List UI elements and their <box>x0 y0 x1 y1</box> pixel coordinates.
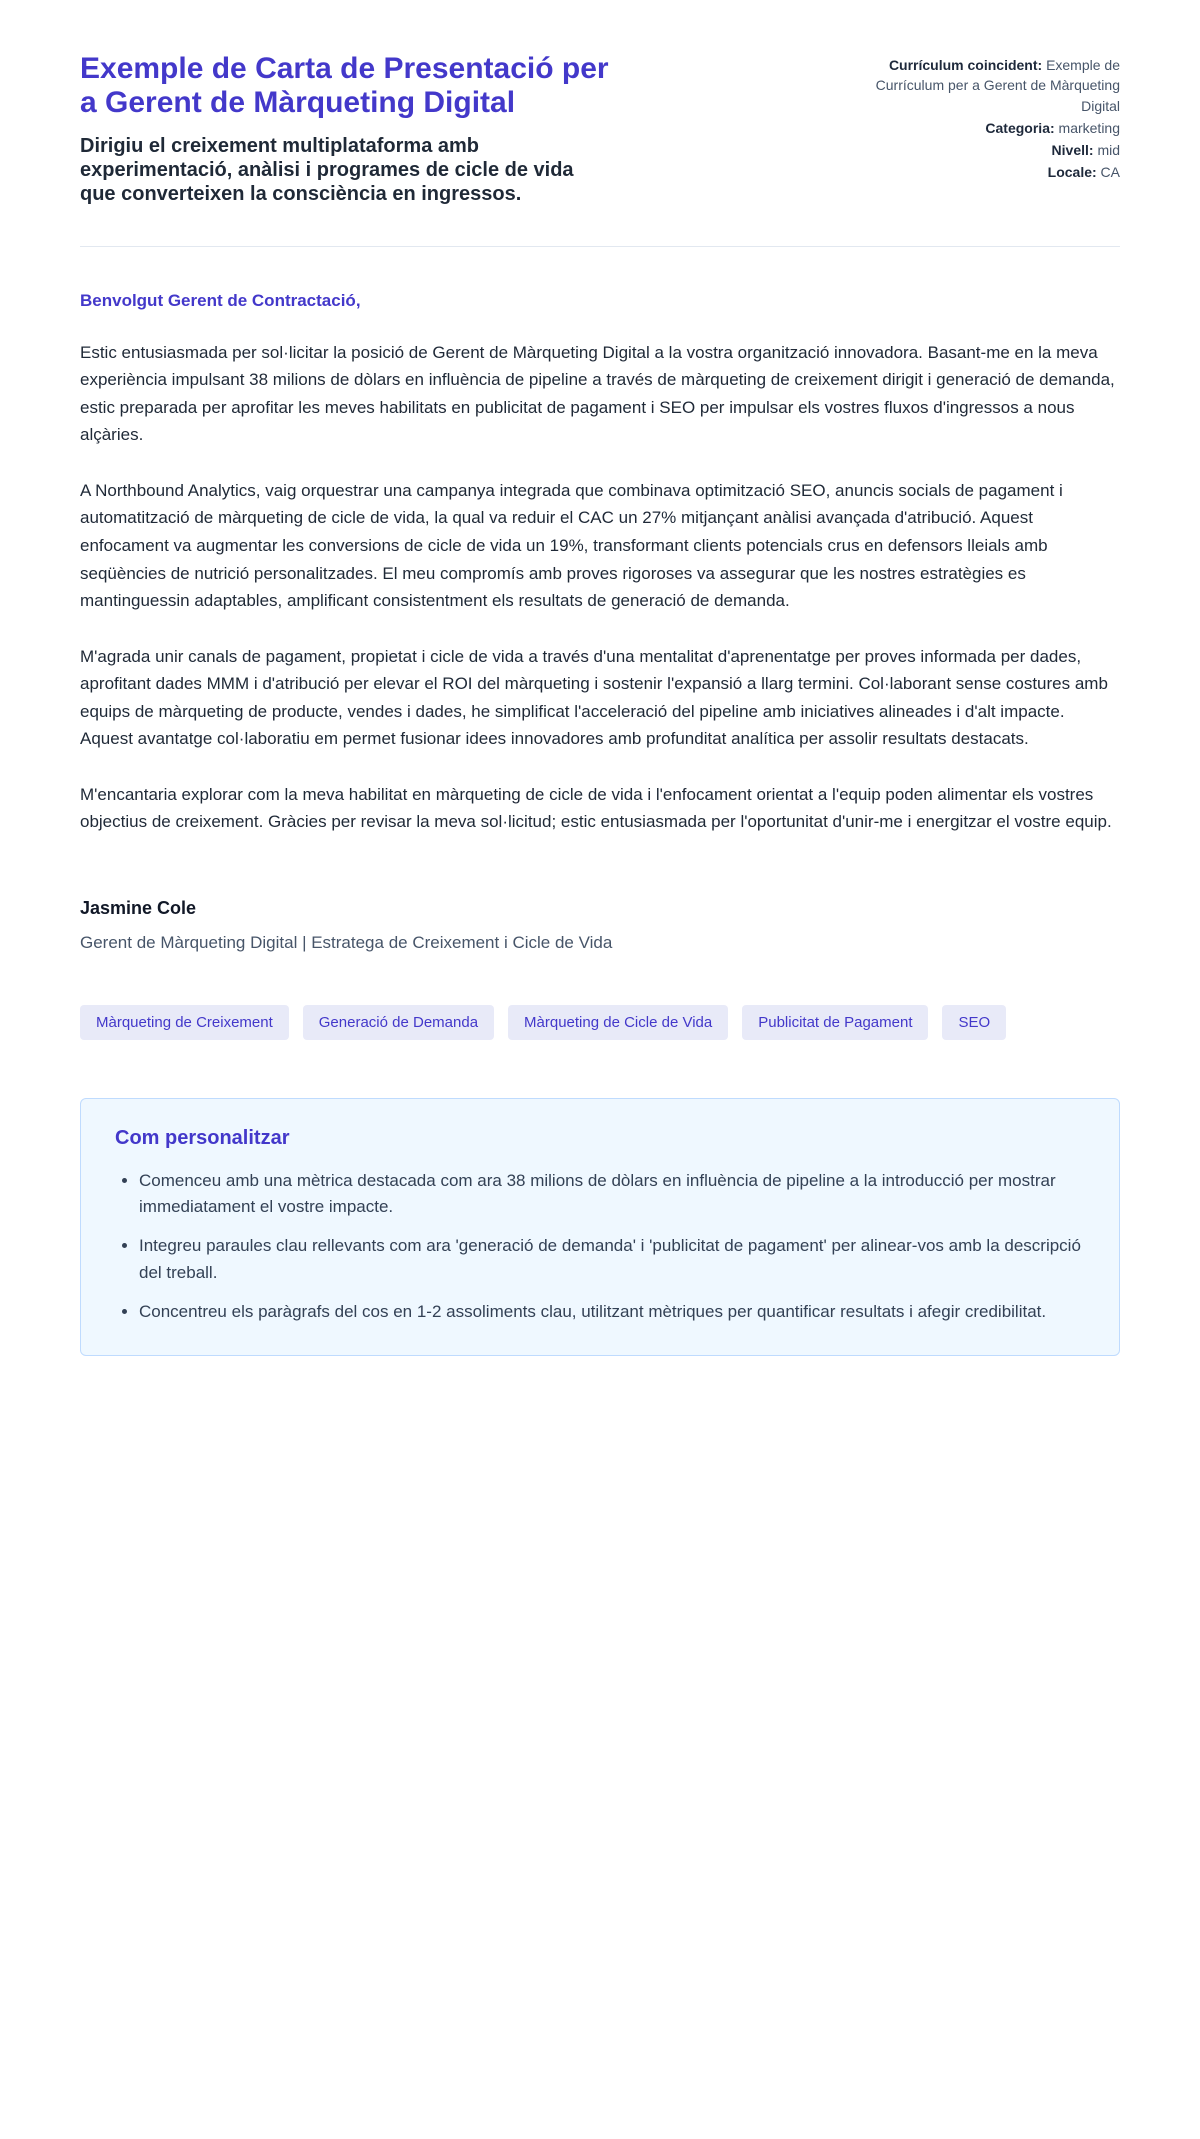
letter-paragraph-3: M'agrada unir canals de pagament, propietat i cicle de vida a través d'una mentalitat d'aprenentatge per proves informada per dades, aprofitant dades MMM i d'atribució per elevar el ROI del màrqueting i sostenir l'expansió a llarg termini. Col·laborant sense costures amb equips de màrqueting de producte, vendes i dades, he simplificat l'acceleració del pipeline amb iniciatives alineades i d'alt impacte. Aquest avantatge col·laboratiu em permet fusionar idees innovadores amb profunditat analítica per assolir resultats destacats. <box>80 646 1108 749</box>
locale-label: Locale: <box>1047 164 1097 181</box>
category-label: Categoria: <box>985 119 1055 136</box>
tag-chip[interactable]: Màrqueting de Creixement <box>80 1005 289 1040</box>
tag-chip[interactable]: Generació de Demanda <box>303 1005 494 1040</box>
locale-row <box>840 162 1120 182</box>
level-value: mid <box>1097 142 1120 159</box>
tag-chip[interactable]: SEO <box>942 1005 1006 1040</box>
greeting: Benvolgut Gerent de Contractació, <box>80 290 361 310</box>
letter-body <box>80 291 1120 953</box>
signature-name: Jasmine Cole <box>80 897 197 918</box>
title-block <box>80 52 610 206</box>
category-row <box>840 118 1120 138</box>
page-title: Exemple de Carta de Presentació per a Gerent de Màrqueting Digital <box>80 52 609 119</box>
header <box>80 52 1120 206</box>
page-subtitle: Dirigiu el creixement multiplataforma amb experimentació, anàlisi i programes de cicle de vida que converteixen la consciència en ingressos. <box>80 134 574 205</box>
tip-item: • Comenceu amb una mètrica destacada com ara 38 milions de dòlars en influència de pipeline a la introducció per mostrar immediatament el vostre impacte. <box>139 1168 1085 1221</box>
cover-letter-page <box>80 0 1120 1976</box>
meta-panel <box>840 52 1120 183</box>
tips-title: Com personalitzar <box>115 1126 290 1149</box>
matching-resume-row <box>840 55 1120 116</box>
matching-resume-label: Currículum coincident: <box>888 57 1043 73</box>
letter-paragraph-2: A Northbound Analytics, vaig orquestrar una campanya integrada que combinava optimització SEO, anuncis socials de pagament i automatització de màrqueting de cicle de vida, la qual va reduir el CAC un 27% mitjançant anàlisi avançada d'atribució. Aquest enfocament va augmentar les conversions de cicle de vida un 19%, transformant clients potencials crus en defensors lleials amb seqüències de nutrició personalitzades. El meu compromís amb proves rigoroses va assegurar que les nostres estratègies es mantinguessin adaptables, amplificant consistentment els resultats de generació de demanda. <box>80 480 1063 611</box>
tip-item: • Concentreu els paràgrafs del cos en 1-2 assoliments clau, utilitzant mètriques per quantificar resultats i afegir credibilitat. <box>139 1299 1085 1325</box>
tips-box <box>80 1098 1120 1357</box>
matching-resume-value: Exemple de Currículum per a Gerent de Màrqueting Digital <box>875 57 1120 114</box>
letter-paragraph-4: M'encantaria explorar com la meva habilitat en màrqueting de cicle de vida i l'enfocament orientat a l'equip poden alimentar els vostres objectius de creixement. Gràcies per revisar la meva sol·licitud; estic entusiasmada per l'oportunitat d'unir-me i energitzar el vostre equip. <box>80 784 1112 832</box>
level-label: Nivell: <box>1051 142 1094 159</box>
tag-list <box>80 1005 1120 1040</box>
letter-paragraph-1: Estic entusiasmada per sol·licitar la posició de Gerent de Màrqueting Digital a la vostra organització innovadora. Basant-me en la meva experiència impulsant 38 milions de dòlars en influència de pipeline a través de màrqueting de creixement dirigit i generació de demanda, estic preparada per aprofitar les meves habilitats en publicitat de pagament i SEO per impulsar els vostres fluxos d'ingressos a nous alçàries. <box>80 342 1115 445</box>
category-value: marketing <box>1058 119 1120 136</box>
signature-role: Gerent de Màrqueting Digital | Estratega de Creixement i Cicle de Vida <box>80 932 613 952</box>
tip-item: • Integreu paraules clau rellevants com ara 'generació de demanda' i 'publicitat de pagament' per alinear-vos amb la descripció del treball. <box>139 1233 1085 1286</box>
tag-chip[interactable]: Publicitat de Pagament <box>742 1005 928 1040</box>
divider <box>80 246 1120 247</box>
tag-chip[interactable]: Màrqueting de Cicle de Vida <box>508 1005 728 1040</box>
locale-value: CA <box>1100 164 1120 181</box>
tips-list <box>115 1168 1085 1326</box>
level-row <box>840 140 1120 160</box>
